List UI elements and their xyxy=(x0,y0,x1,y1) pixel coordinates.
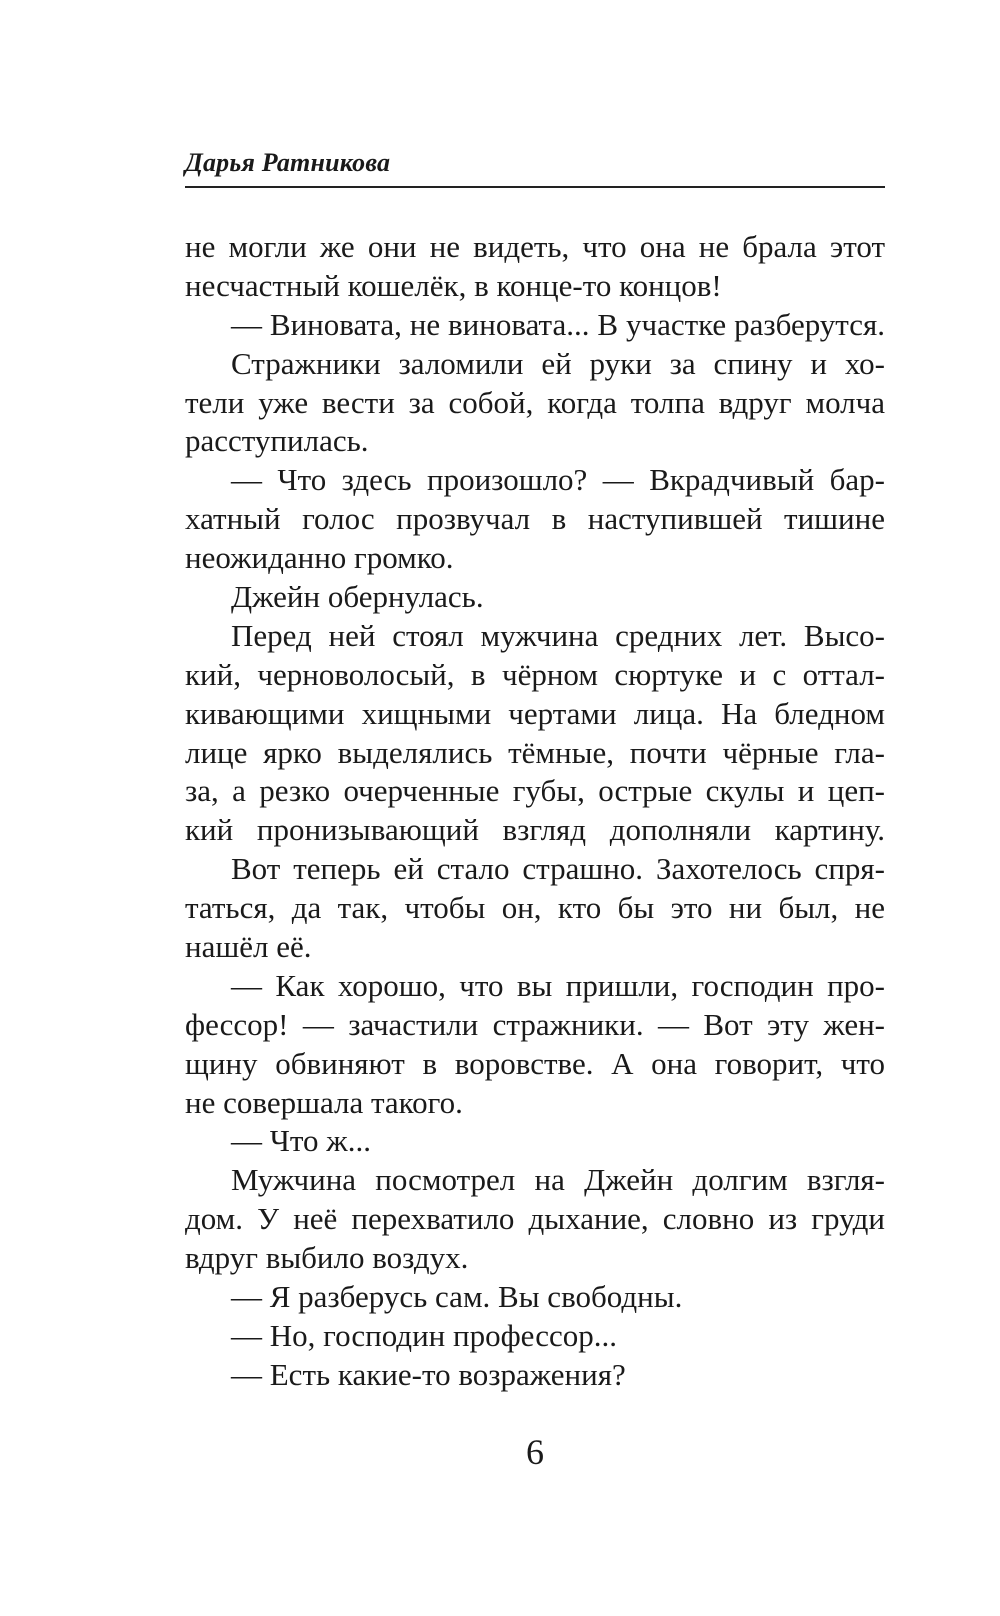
text-line: за, а резко очерченные губы, острые скулы и цеп- xyxy=(185,773,885,809)
header-rule xyxy=(185,186,885,188)
text-line: нашёл её. xyxy=(185,929,312,965)
text-line: не могли же они не видеть, что она не брала этот xyxy=(185,229,885,264)
text-line: расступилась. xyxy=(185,423,369,459)
text-line: кий, черноволосый, в чёрном сюртуке и с оттал- xyxy=(185,656,885,692)
text-line: таться, да так, чтобы он, кто бы это ни был, не xyxy=(185,890,885,926)
page-body-text xyxy=(185,228,885,1395)
text-line: хатный голос прозвучал в наступившей тишине xyxy=(185,501,885,537)
text-line: фессор! — зачастили стражники. — Вот эту жен- xyxy=(185,1006,885,1042)
text-line: — Как хорошо, что вы пришли, господин про- xyxy=(231,967,885,1003)
text-line: кивающими хищными чертами лица. На бледном xyxy=(185,695,885,731)
page-number: 6 xyxy=(526,1432,544,1472)
text-line: — Виновата, не виновата... В участке разберутся. xyxy=(231,306,885,342)
running-head-author: Дарья Ратникова xyxy=(185,148,391,177)
text-line: не совершала такого. xyxy=(185,1084,463,1120)
text-line: Джейн обернулась. xyxy=(231,579,484,615)
text-line: Перед ней стоял мужчина средних лет. Высо- xyxy=(231,617,885,653)
text-line: — Есть какие-то возражения? xyxy=(231,1356,626,1392)
text-line: вдруг выбило воздух. xyxy=(185,1240,469,1276)
text-line: несчастный кошелёк, в конце-то концов! xyxy=(185,267,722,303)
text-line: дом. У неё перехватило дыхание, словно из груди xyxy=(185,1201,885,1237)
text-line: Мужчина посмотрел на Джейн долгим взгля- xyxy=(231,1162,885,1198)
text-line: тели уже вести за собой, когда толпа вдруг молча xyxy=(185,384,885,420)
text-line: — Что здесь произошло? — Вкрадчивый бар- xyxy=(231,462,885,498)
text-line: — Я разберусь сам. Вы свободны. xyxy=(231,1279,683,1315)
text-line: — Но, господин профессор... xyxy=(231,1317,617,1353)
text-line: — Что ж... xyxy=(231,1123,371,1159)
text-line: неожиданно громко. xyxy=(185,540,454,576)
text-line: щину обвиняют в воровстве. А она говорит, что xyxy=(185,1045,885,1081)
text-line: Стражники заломили ей руки за спину и хо- xyxy=(231,345,885,381)
text-line: Вот теперь ей стало страшно. Захотелось спря- xyxy=(231,851,885,887)
text-line: кий пронизывающий взгляд дополняли картину. xyxy=(185,812,885,848)
text-line: лице ярко выделялись тёмные, почти чёрные гла- xyxy=(185,734,885,770)
